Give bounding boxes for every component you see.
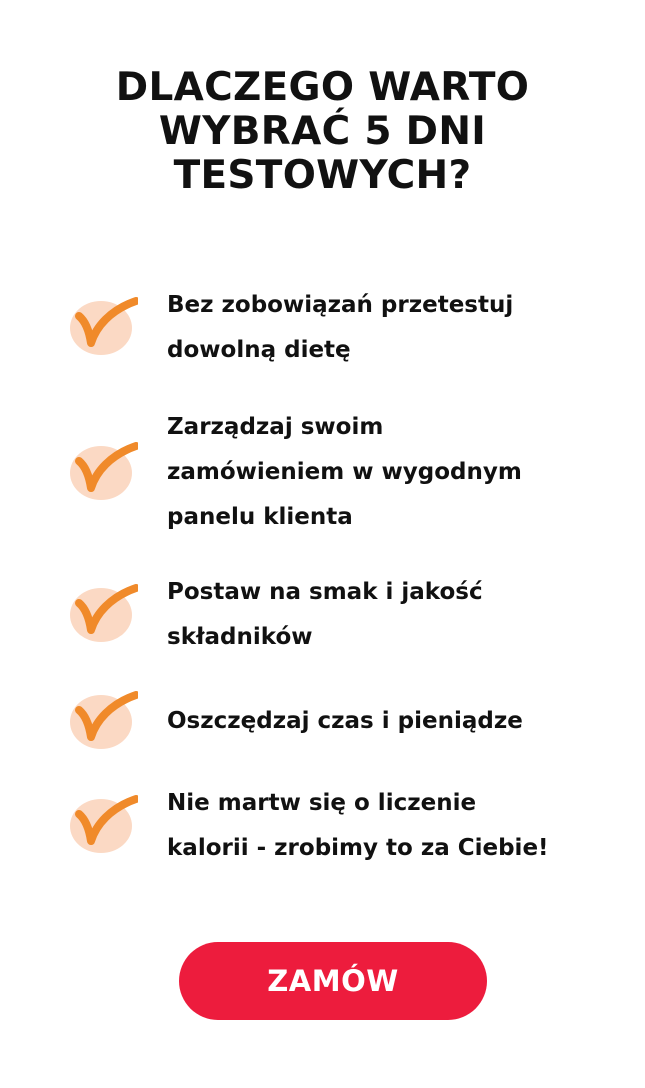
benefit-line: panelu klienta (167, 504, 353, 530)
benefit-item (0, 781, 645, 871)
benefit-line: Zarządzaj swoim (167, 414, 384, 440)
order-button[interactable]: ZAMÓW (179, 942, 487, 1020)
benefit-line: zamówieniem w wygodnym (167, 459, 522, 485)
page-title (0, 66, 645, 198)
benefit-line: Bez zobowiązań przetestuj (167, 292, 514, 318)
benefit-text (167, 405, 627, 540)
benefit-text (167, 781, 627, 871)
check-icon (70, 691, 138, 753)
benefit-line: Nie martw się o liczenie (167, 790, 477, 816)
check-icon (70, 795, 138, 857)
benefit-line: Oszczędzaj czas i pieniądze (167, 708, 523, 734)
benefit-line: składników (167, 624, 313, 650)
benefits-list (0, 283, 645, 871)
check-icon (70, 442, 138, 504)
benefit-item (0, 283, 645, 373)
check-icon (70, 584, 138, 646)
page-title-line: WYBRAĆ 5 DNI (158, 109, 487, 154)
benefit-item (0, 699, 645, 744)
check-icon (70, 297, 138, 359)
benefit-text (167, 570, 627, 660)
benefit-text (167, 283, 627, 373)
benefit-line: Postaw na smak i jakość (167, 579, 483, 605)
page-title-line: DLACZEGO WARTO (115, 65, 530, 110)
benefit-line: kalorii - zrobimy to za Ciebie! (167, 835, 549, 861)
benefit-item (0, 570, 645, 660)
benefit-item (0, 405, 645, 540)
benefit-line: dowolną dietę (167, 337, 351, 363)
page-title-line: TESTOWYCH? (173, 153, 472, 198)
benefit-text (167, 699, 627, 744)
